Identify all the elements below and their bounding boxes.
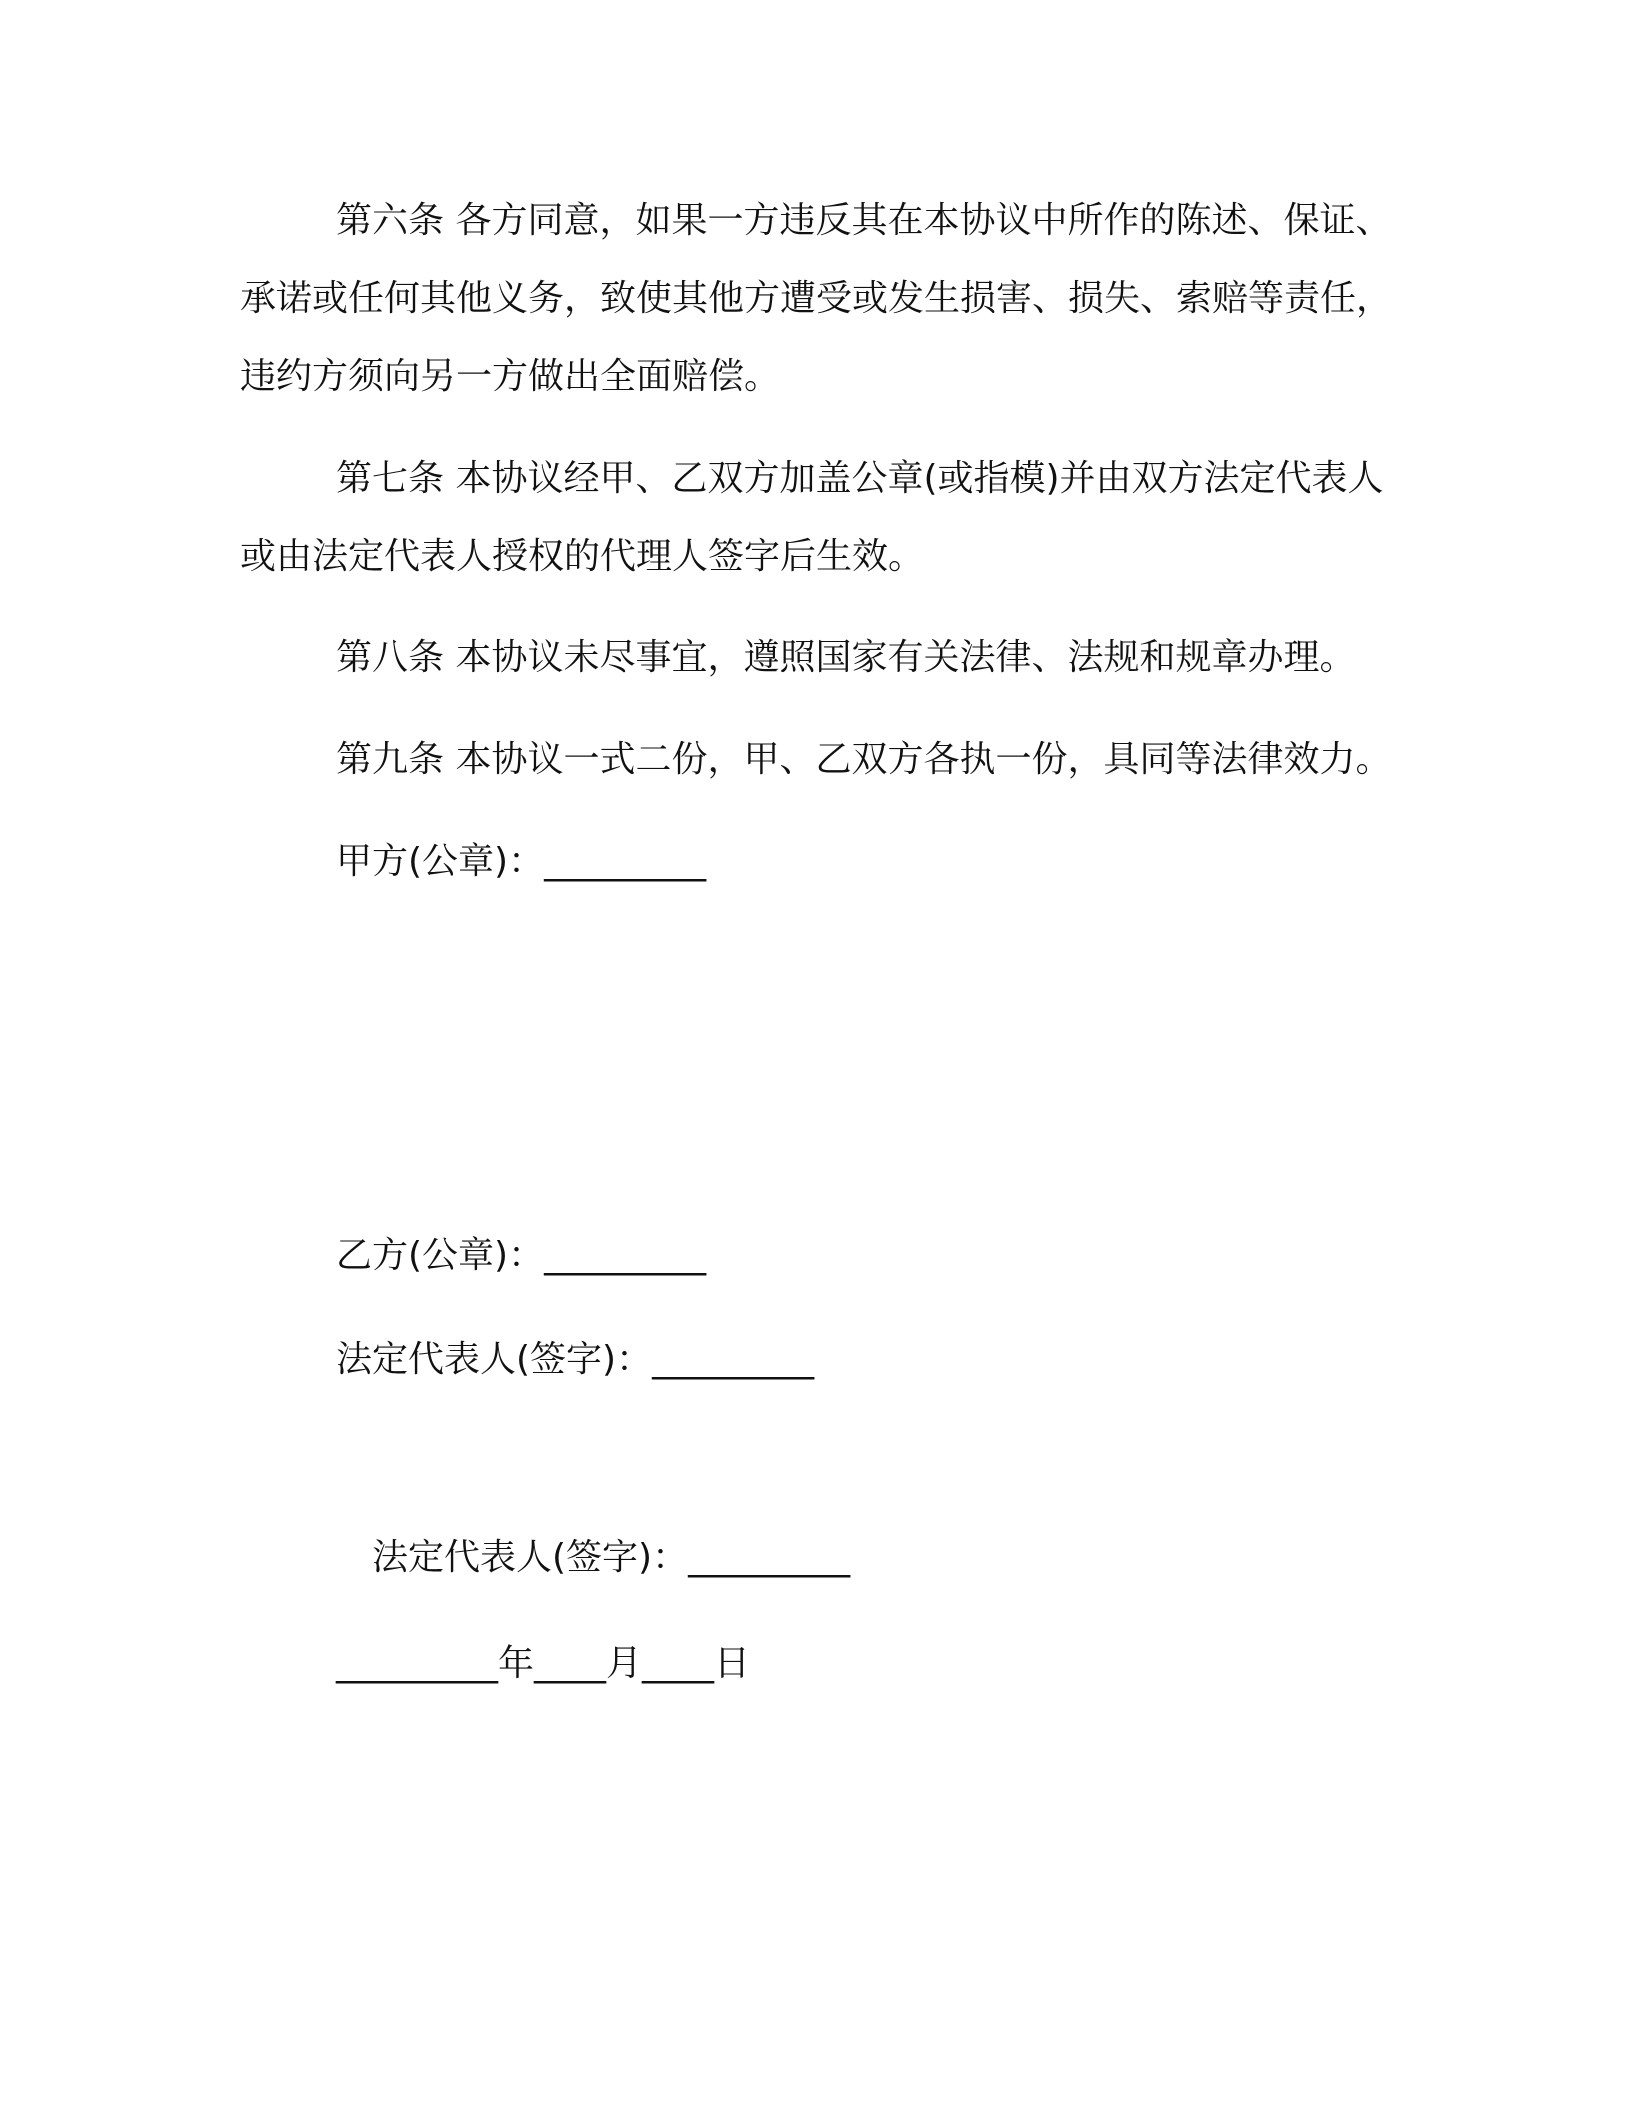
legal-representative-signature-line-1: 法定代表人(签字)：_________ (336, 1339, 815, 1380)
party-a-seal-line: 甲方(公章)：_________ (336, 841, 707, 882)
article-6-paragraph: 第六条 各方同意，如果一方违反其在本协议中所作的陈述、保证、承诺或任何其他义务，致使其他方遭受或发生损害、损失、索赔等责任，违约方须向另一方做出全面赔偿。 (240, 200, 1393, 397)
party-b-seal-line: 乙方(公章)：_________ (336, 1235, 707, 1276)
article-7-paragraph: 第七条 本协议经甲、乙双方加盖公章(或指模)并由双方法定代表人或由法定代表人授权的代理人签字后生效。 (240, 458, 1384, 577)
date-line: _________年____月____日 (336, 1643, 750, 1684)
article-9-paragraph: 第九条 本协议一式二份，甲、乙双方各执一份，具同等法律效力。 (336, 739, 1392, 780)
article-8-paragraph: 第八条 本协议未尽事宜，遵照国家有关法律、法规和规章办理。 (336, 637, 1356, 678)
legal-representative-signature-line-2: 法定代表人(签字)：_________ (372, 1537, 851, 1578)
